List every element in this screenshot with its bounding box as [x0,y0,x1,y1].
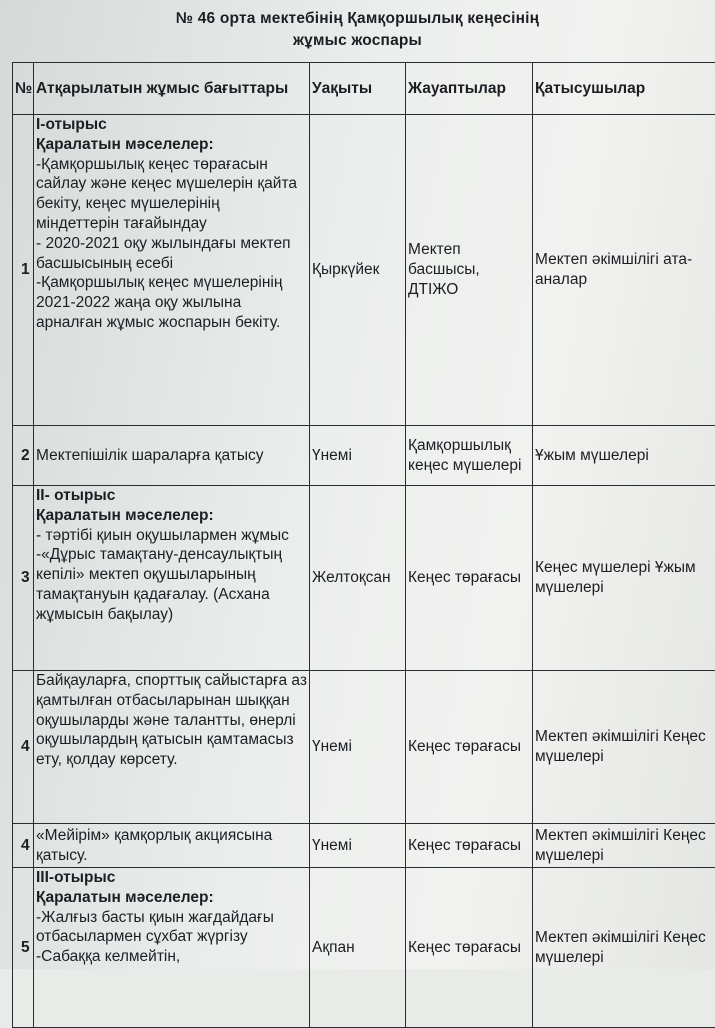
row-direction [34,115,310,426]
row-participants: Мектеп әкімшілігі Кеңес мүшелері [533,671,715,824]
row-responsible: Кеңес төрағасы [406,486,533,671]
row-time: Үнемі [310,426,406,486]
row-direction: Мектепішілік шараларға қатысу [34,426,310,486]
header-direction: Атқарылатын жұмыс бағыттары [34,63,310,115]
issues-heading: Қаралатын мәселелер: [36,135,307,155]
row-time: Ақпан [310,868,406,1028]
agenda-item: - 2020-2021 оқу жылындағы мектеп басшысының есебі [36,234,307,274]
table-row [13,671,715,824]
agenda-item: -«Дұрыс тамақтану-денсаулықтың кепілі» мектеп оқушыларының тамақтануын қадағалау. (Асхана жұмысын бақылау) [36,545,307,624]
row-responsible: Мектеп басшысы, ДТІЖО [406,115,533,426]
row-number: 4 [13,824,34,868]
table-row [13,868,715,1028]
issues-heading: Қаралатын мәселелер: [36,888,307,908]
work-plan-table [12,62,715,1028]
row-direction: «Мейірім» қамқорлық акциясына қатысу. [34,824,310,868]
table-row [13,426,715,486]
row-participants: Мектеп әкімшілігі ата-аналар [533,115,715,426]
issues-heading: Қаралатын мәселелер: [36,506,307,526]
table-header-row [13,63,715,115]
agenda-item: -Қамқоршылық кеңес мүшелерінің 2021-2022 жаңа оқу жылына арналған жұмыс жоспарын бекіту. [36,273,307,332]
agenda-item: -Жалғыз басты қиын жағдайдағы отбасылармен сұхбат жүргізу [36,908,307,948]
row-responsible: Кеңес төрағасы [406,868,533,1028]
agenda-item: - тәртібі қиын оқушылармен жұмыс [36,526,307,546]
row-time: Желтоқсан [310,486,406,671]
header-participants: Қатысушылар [533,63,715,115]
row-time: Қыркүйек [310,115,406,426]
row-direction [34,868,310,1028]
title-line-2: жұмыс жоспары [0,30,715,52]
session-heading: III-отырыс [36,868,307,888]
row-direction [34,486,310,671]
header-time: Уақыты [310,63,406,115]
row-time: Үнемі [310,824,406,868]
row-responsible: Кеңес төрағасы [406,824,533,868]
row-responsible: Қамқоршылық кеңес мүшелері [406,426,533,486]
agenda-item: -Қамқоршылық кеңес төрағасын сайлау және кеңес мүшелерін қайта бекіту, кеңес мүшелерінің міндеттерін тағайындау [36,155,307,234]
session-heading: II- отырыс [36,486,307,506]
header-num: № [13,63,34,115]
row-number: 4 [13,671,34,824]
row-time: Үнемі [310,671,406,824]
row-number: 1 [13,115,34,426]
table-row [13,824,715,868]
document-title [0,8,715,52]
row-direction: Байқауларға, спорттық сайыстарға аз қамтылған отбасыларынан шыққан оқушыларды және талантты, өнерлі оқушылардың қатысын қамтамасыз ету, қолдау көрсету. [34,671,310,824]
session-heading: I-отырыс [36,115,307,135]
header-responsible: Жауаптылар [406,63,533,115]
title-line-1: № 46 орта мектебінің Қамқоршылық кеңесінің [0,8,715,30]
table-row [13,115,715,426]
row-participants: Мектеп әкімшілігі Кеңес мүшелері [533,824,715,868]
row-participants: Кеңес мүшелері Ұжым мүшелері [533,486,715,671]
row-participants: Ұжым мүшелері [533,426,715,486]
agenda-item: -Сабаққа келмейтін, [36,947,307,967]
row-responsible: Кеңес төрағасы [406,671,533,824]
row-number: 2 [13,426,34,486]
row-number: 5 [13,868,34,1028]
row-number: 3 [13,486,34,671]
table-row [13,486,715,671]
row-participants: Мектеп әкімшілігі Кеңес мүшелері [533,868,715,1028]
